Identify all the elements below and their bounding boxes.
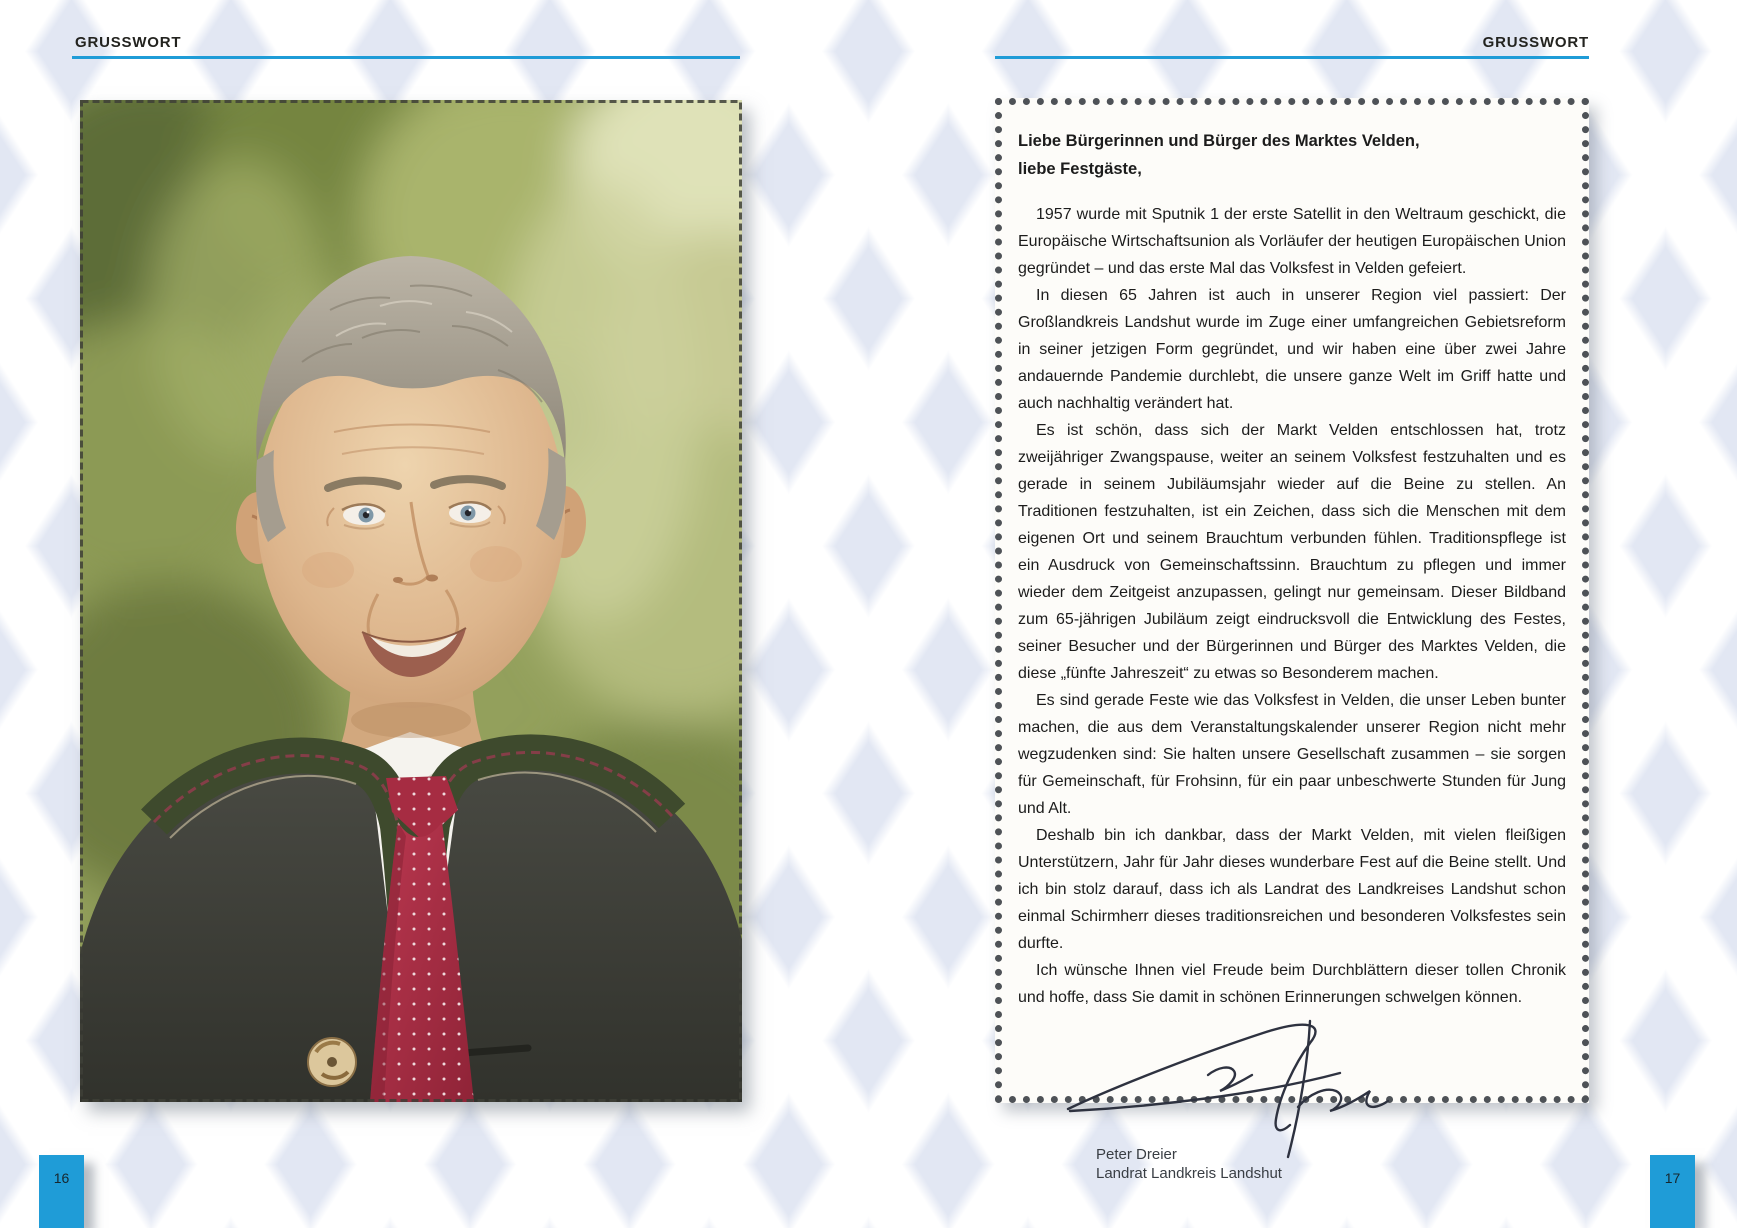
letter-box [995,98,1589,1182]
signature-image [1058,1011,1398,1161]
letter-paragraph: Ich wünsche Ihnen viel Freude beim Durchblättern dieser tollen Chronik und hoffe, dass Sie damit in schönen Erinnerungen schwelgen können. [1018,962,1566,1006]
header-rule-right [995,56,1589,59]
page-number: 17 [1664,1170,1681,1186]
salutation-line-2: liebe Festgäste, [1018,160,1142,178]
page-number-tab-right [1650,1155,1695,1228]
header-grusswort-right: GRUSSWORT [1482,34,1589,51]
letter-paragraph: In diesen 65 Jahren ist auch in unserer Region viel passiert: Der Großlandkreis Landshut wurde im Zuge einer umfangreichen Gebietsreform in seiner jetzigen Form gegründet, und wir haben eine über zwei Jahre andauernde Pandemie durchlebt, die unsere ganze Welt im Griff hatte und auch nachhaltig verändert hat. [1018,287,1566,412]
signer-name: Peter Dreier [1096,1146,1177,1163]
portrait-photo [80,100,742,1102]
signer [1096,1145,1282,1183]
letter-body [1018,201,1566,1011]
page-number-tab-left [39,1155,84,1228]
letter-paragraph: Es ist schön, dass sich der Markt Velden entschlossen hat, trotz zweijähriger Zwangspause, weiter an seinem Volksfest festzuhalten und es gerade in seinem Jubiläumsjahr wieder auf die Beine zu stellen. An Traditionen festzuhalten, ist ein Zeichen, dass sich die Menschen mit dem eigenen Ort und seinem Brauchtum verbunden fühlen. Traditionspflege ist ein Ausdruck von Gemeinschaftssinn. Brauchtum zu pflegen und immer wieder dem Zeitgeist anzupassen, gelingt nur gemeinsam. Dieser Bildband zum 65-jährigen Jubiläum zeigt eindrucksvoll die Entwicklung des Festes, seiner Besucher und der Bürgerinnen und Bürger des Marktes Velden, die diese „fünfte Jahreszeit“ zu etwas so Besonderem machen. [1018,422,1566,682]
signature-block [1058,1017,1566,1187]
header-grusswort-left: GRUSSWORT [75,34,182,51]
header-rule-left [72,56,740,59]
signer-title: Landrat Landkreis Landshut [1096,1165,1282,1182]
letter-paragraph: Es sind gerade Feste wie das Volksfest in Velden, die unser Leben bunter machen, die aus dem Veranstaltungskalender unserer Region nicht mehr wegzudenken sind: Sie halten unsere Gesellschaft zusammen – sie sorgen für Gemeinschaft, für Frohsinn, für ein paar unbeschwerte Stunden für Jung und Alt. [1018,692,1566,817]
salutation-line-1: Liebe Bürgerinnen und Bürger des Marktes Velden, [1018,132,1420,150]
portrait-illustration [80,100,742,1102]
letter-paragraph: Deshalb bin ich dankbar, dass der Markt Velden, mit vielen fleißigen Unterstützern, Jahr für Jahr dieses wunderbare Fest auf die Beine stellt. Und ich bin stolz darauf, dass ich als Landrat des Landkreises Landshut schon einmal Schirmherr dieses traditionsreichen und besonderen Volksfestes sein durfte. [1018,827,1566,952]
page-number: 16 [53,1170,70,1186]
letter-salutation [1018,127,1566,183]
letter-paragraph: 1957 wurde mit Sputnik 1 der erste Satellit in den Weltraum geschickt, die Europäische Wirtschaftsunion als Vorläufer der heutigen Europäischen Union gegründet – und das erste Mal das Volksfest in Velden gefeiert. [1018,206,1566,277]
